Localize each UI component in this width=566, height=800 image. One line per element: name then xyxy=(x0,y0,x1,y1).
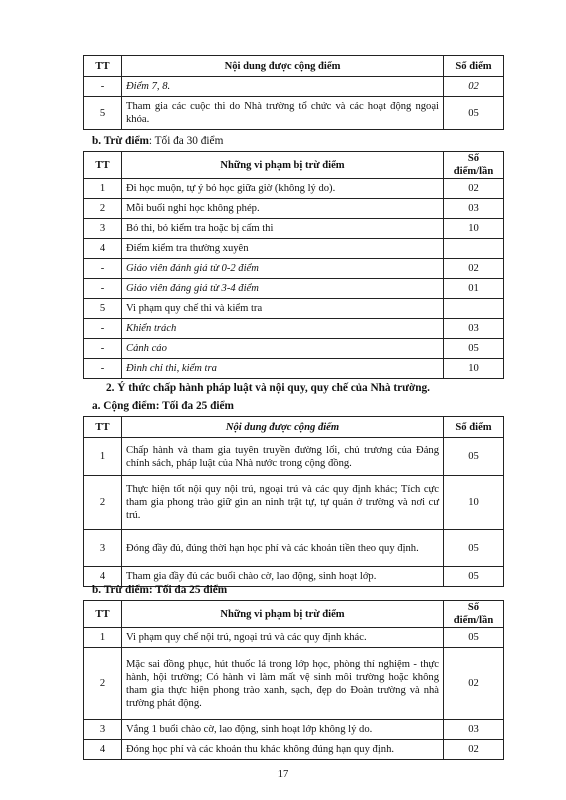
row-content: Mỗi buổi nghỉ học không phép. xyxy=(122,199,444,219)
table-row xyxy=(84,179,504,199)
table-row xyxy=(84,259,504,279)
row-points: 05 xyxy=(444,97,504,130)
table-deductions-2 xyxy=(83,600,504,760)
page-number: 17 xyxy=(277,769,289,780)
table-row xyxy=(84,628,504,648)
row-tt: 4 xyxy=(84,740,122,760)
row-tt: 3 xyxy=(84,530,122,567)
col-header-tt: TT xyxy=(84,152,122,179)
row-content: Vi phạm quy chế thi và kiểm tra xyxy=(122,299,444,319)
row-points: 05 xyxy=(444,567,504,587)
row-points: 10 xyxy=(444,359,504,379)
row-points: 02 xyxy=(444,259,504,279)
row-points: 03 xyxy=(444,199,504,219)
row-points: 02 xyxy=(444,740,504,760)
table-row xyxy=(84,339,504,359)
table-row xyxy=(84,720,504,740)
col-header-content: Những vi phạm bị trừ điểm xyxy=(122,152,444,179)
row-tt: - xyxy=(84,339,122,359)
row-tt: 3 xyxy=(84,219,122,239)
section-heading-deduct-2: b. Trừ điểm: Tối đa 25 điểm xyxy=(92,584,228,596)
col-header-points: Số điểm/lần xyxy=(444,152,504,179)
row-content: Điểm 7, 8. xyxy=(122,77,444,97)
row-content: Khiển trách xyxy=(122,319,444,339)
row-tt: 2 xyxy=(84,648,122,720)
table-row xyxy=(84,359,504,379)
table-row xyxy=(84,319,504,339)
table-row xyxy=(84,219,504,239)
col-header-content: Những vi phạm bị trừ điểm xyxy=(122,601,444,628)
table-bonus-points-2 xyxy=(83,416,504,587)
row-content: Vi phạm quy chế nội trú, ngoại trú và các quy định khác. xyxy=(122,628,444,648)
row-content: Tham gia các cuộc thi do Nhà trường tổ chức và các hoạt động ngoại khóa. xyxy=(122,97,444,130)
row-tt: 2 xyxy=(84,199,122,219)
row-points: 02 xyxy=(444,648,504,720)
row-tt: 1 xyxy=(84,628,122,648)
row-content: Cảnh cáo xyxy=(122,339,444,359)
row-content: Tham gia đầy đủ các buổi chào cờ, lao động, sinh hoạt lớp. xyxy=(122,567,444,587)
row-tt: - xyxy=(84,359,122,379)
row-content: Bỏ thi, bỏ kiểm tra hoặc bị cấm thi xyxy=(122,219,444,239)
row-points: 03 xyxy=(444,319,504,339)
row-content: Chấp hành và tham gia tuyên truyền đường lối, chủ trương của Đảng chính sách, pháp luật của Nhà nước trong cộng đồng. xyxy=(122,438,444,476)
table-row xyxy=(84,299,504,319)
table-row xyxy=(84,77,504,97)
table-row xyxy=(84,476,504,530)
row-content: Điểm kiểm tra thường xuyên xyxy=(122,239,444,259)
section-heading-deduct-1: b. Trừ điểm: Tối đa 30 điểm xyxy=(92,135,224,147)
row-content: Mặc sai đồng phục, hút thuốc lá trong lớp học, phòng thí nghiệm - thực hành, hội trường; Có hành vi làm mất vệ sinh môi trường hoặc không tham gia thực hiện phong trào xanh, sạch, đẹp do Đoàn trường và nhà trường phát động. xyxy=(122,648,444,720)
row-points: 02 xyxy=(444,77,504,97)
row-points: 10 xyxy=(444,219,504,239)
section-heading-bonus-2: a. Cộng điểm: Tối đa 25 điểm xyxy=(92,400,234,412)
row-content: Đóng học phí và các khoản thu khác không đúng hạn quy định. xyxy=(122,740,444,760)
col-header-points: Số điểm xyxy=(444,56,504,77)
table-row xyxy=(84,648,504,720)
col-header-tt: TT xyxy=(84,56,122,77)
row-tt: 2 xyxy=(84,476,122,530)
row-tt: 5 xyxy=(84,97,122,130)
col-header-tt: TT xyxy=(84,601,122,628)
row-tt: - xyxy=(84,279,122,299)
table-row xyxy=(84,279,504,299)
table-row xyxy=(84,97,504,130)
row-points: 02 xyxy=(444,179,504,199)
table-deductions-1 xyxy=(83,151,504,379)
row-tt: - xyxy=(84,259,122,279)
col-header-content: Nội dung được cộng điểm xyxy=(122,417,444,438)
table-bonus-points-continued xyxy=(83,55,504,130)
row-tt: 4 xyxy=(84,567,122,587)
row-points: 05 xyxy=(444,530,504,567)
row-tt: 1 xyxy=(84,179,122,199)
row-points xyxy=(444,239,504,259)
row-points xyxy=(444,299,504,319)
row-tt: - xyxy=(84,319,122,339)
col-header-content: Nội dung được cộng điểm xyxy=(122,56,444,77)
row-points: 01 xyxy=(444,279,504,299)
row-tt: 5 xyxy=(84,299,122,319)
row-points: 03 xyxy=(444,720,504,740)
row-content: Đi học muộn, tự ý bỏ học giữa giờ (không lý do). xyxy=(122,179,444,199)
row-content: Vắng 1 buổi chào cờ, lao động, sinh hoạt lớp không lý do. xyxy=(122,720,444,740)
row-tt: 4 xyxy=(84,239,122,259)
col-header-points: Số điểm/lần xyxy=(444,601,504,628)
row-points: 05 xyxy=(444,628,504,648)
row-content: Đóng đầy đủ, đúng thời hạn học phí và các khoản tiền theo quy định. xyxy=(122,530,444,567)
row-content: Giáo viên đánh giá từ 0-2 điểm xyxy=(122,259,444,279)
col-header-tt: TT xyxy=(84,417,122,438)
row-points: 10 xyxy=(444,476,504,530)
row-tt: 3 xyxy=(84,720,122,740)
row-points: 05 xyxy=(444,339,504,359)
row-tt: - xyxy=(84,77,122,97)
table-row xyxy=(84,530,504,567)
row-content: Thực hiện tốt nội quy nội trú, ngoại trú và các quy định khác; Tích cực tham gia phong trào giữ gìn an ninh trật tự, tự quản ở trường và nơi cư trú. xyxy=(122,476,444,530)
row-content: Đình chỉ thi, kiểm tra xyxy=(122,359,444,379)
col-header-points: Số điểm xyxy=(444,417,504,438)
section-heading-2: 2. Ý thức chấp hành pháp luật và nội quy, quy chế của Nhà trường. xyxy=(106,382,430,394)
table-row xyxy=(84,438,504,476)
row-content: Giáo viên đáng giá từ 3-4 điểm xyxy=(122,279,444,299)
row-points: 05 xyxy=(444,438,504,476)
table-row xyxy=(84,239,504,259)
table-row xyxy=(84,740,504,760)
table-row xyxy=(84,199,504,219)
row-tt: 1 xyxy=(84,438,122,476)
